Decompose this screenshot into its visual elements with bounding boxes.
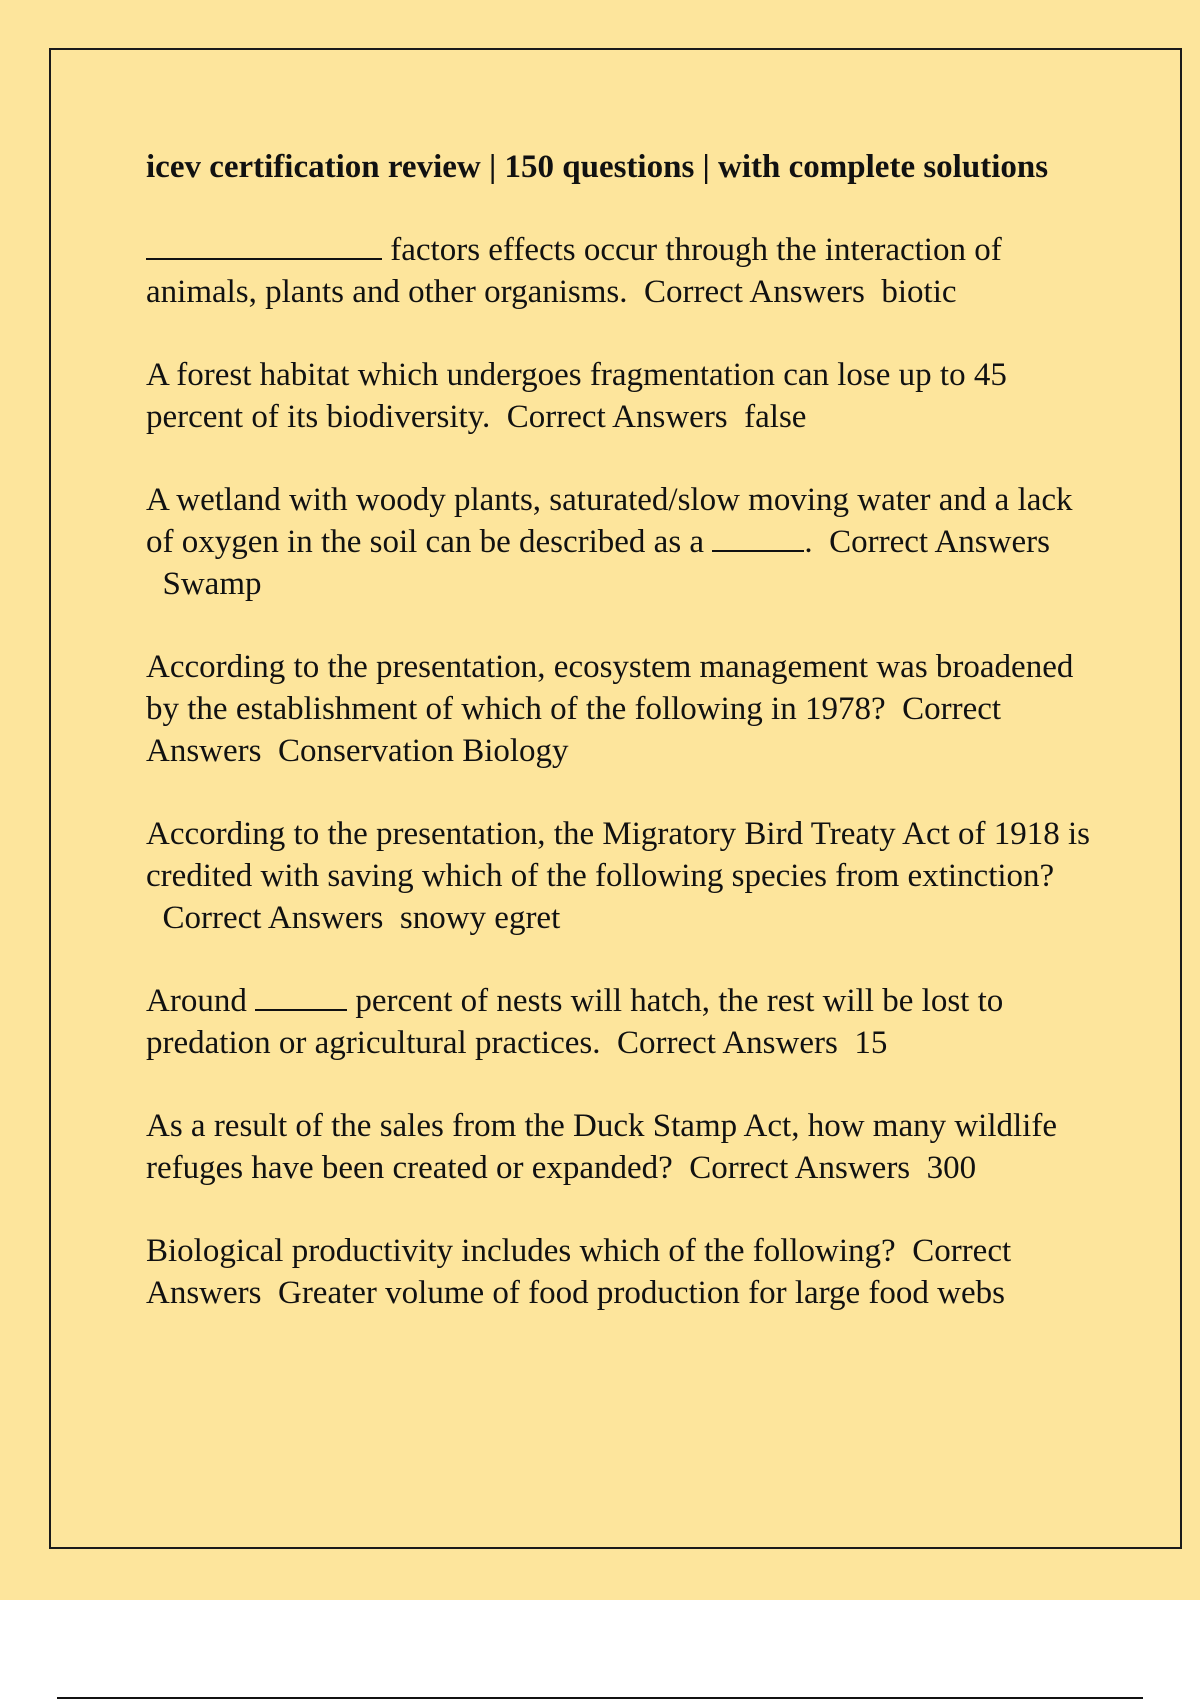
- answer-text: snowy egret: [399, 900, 561, 936]
- correct-answers-label: Correct Answers: [146, 691, 1002, 769]
- answer-text: Swamp: [162, 566, 262, 602]
- question-text: According to the presentation, ecosystem management was broadened by the establishment of which of the following in 1978?: [146, 649, 1074, 727]
- answer-text: 300: [926, 1150, 977, 1186]
- correct-answers-label: Correct Answers: [643, 274, 865, 310]
- correct-answers-label: Correct Answers: [506, 399, 728, 435]
- page-bottom-divider: [57, 1697, 1143, 1699]
- answer-blank: [146, 232, 382, 260]
- answer-text: 15: [854, 1025, 888, 1061]
- correct-answers-label: Correct Answers: [146, 1233, 1012, 1311]
- question-list: [146, 229, 1096, 1314]
- question-text: A wetland with woody plants, saturated/slow moving water and a lack of oxygen in the soil can be described as a: [146, 482, 1073, 560]
- qa-item: [146, 813, 1096, 939]
- qa-item: [146, 229, 1096, 313]
- qa-item: [146, 1230, 1096, 1314]
- correct-answers-label: Correct Answers: [829, 524, 1050, 560]
- correct-answers-label: Correct Answers: [689, 1150, 911, 1186]
- qa-item: [146, 980, 1096, 1064]
- question-text: Around: [146, 983, 256, 1019]
- answer-text: false: [744, 399, 807, 435]
- answer-blank: [712, 524, 804, 552]
- question-text-continued: .: [804, 524, 813, 560]
- question-text: According to the presentation, the Migratory Bird Treaty Act of 1918 is credited with saving which of the following species from extinction?: [146, 816, 1091, 894]
- correct-answers-label: Correct Answers: [162, 900, 384, 936]
- question-text: As a result of the sales from the Duck Stamp Act, how many wildlife refuges have been created or expanded?: [146, 1108, 1057, 1186]
- document-content: [146, 146, 1096, 1355]
- document-title: icev certification review | 150 questions | with complete solutions: [146, 149, 1049, 185]
- answer-text: biotic: [881, 274, 957, 310]
- answer-text: Conservation Biology: [277, 733, 569, 769]
- qa-item: [146, 354, 1096, 438]
- qa-item: [146, 1105, 1096, 1189]
- question-text-continued: percent of nests will hatch, the rest will be lost to predation or agricultural practices.: [146, 983, 1004, 1061]
- question-text: A forest habitat which undergoes fragmentation can lose up to 45 percent of its biodiversity.: [146, 357, 1007, 435]
- qa-item: [146, 479, 1096, 605]
- answer-blank: [255, 983, 347, 1011]
- correct-answers-label: Correct Answers: [616, 1025, 838, 1061]
- answer-text: Greater volume of food production for large food webs: [277, 1275, 1005, 1311]
- question-text-continued: factors effects occur through the interaction of animals, plants and other organisms.: [146, 232, 1002, 310]
- question-text: Biological productivity includes which of the following?: [146, 1233, 896, 1269]
- qa-item: [146, 646, 1096, 772]
